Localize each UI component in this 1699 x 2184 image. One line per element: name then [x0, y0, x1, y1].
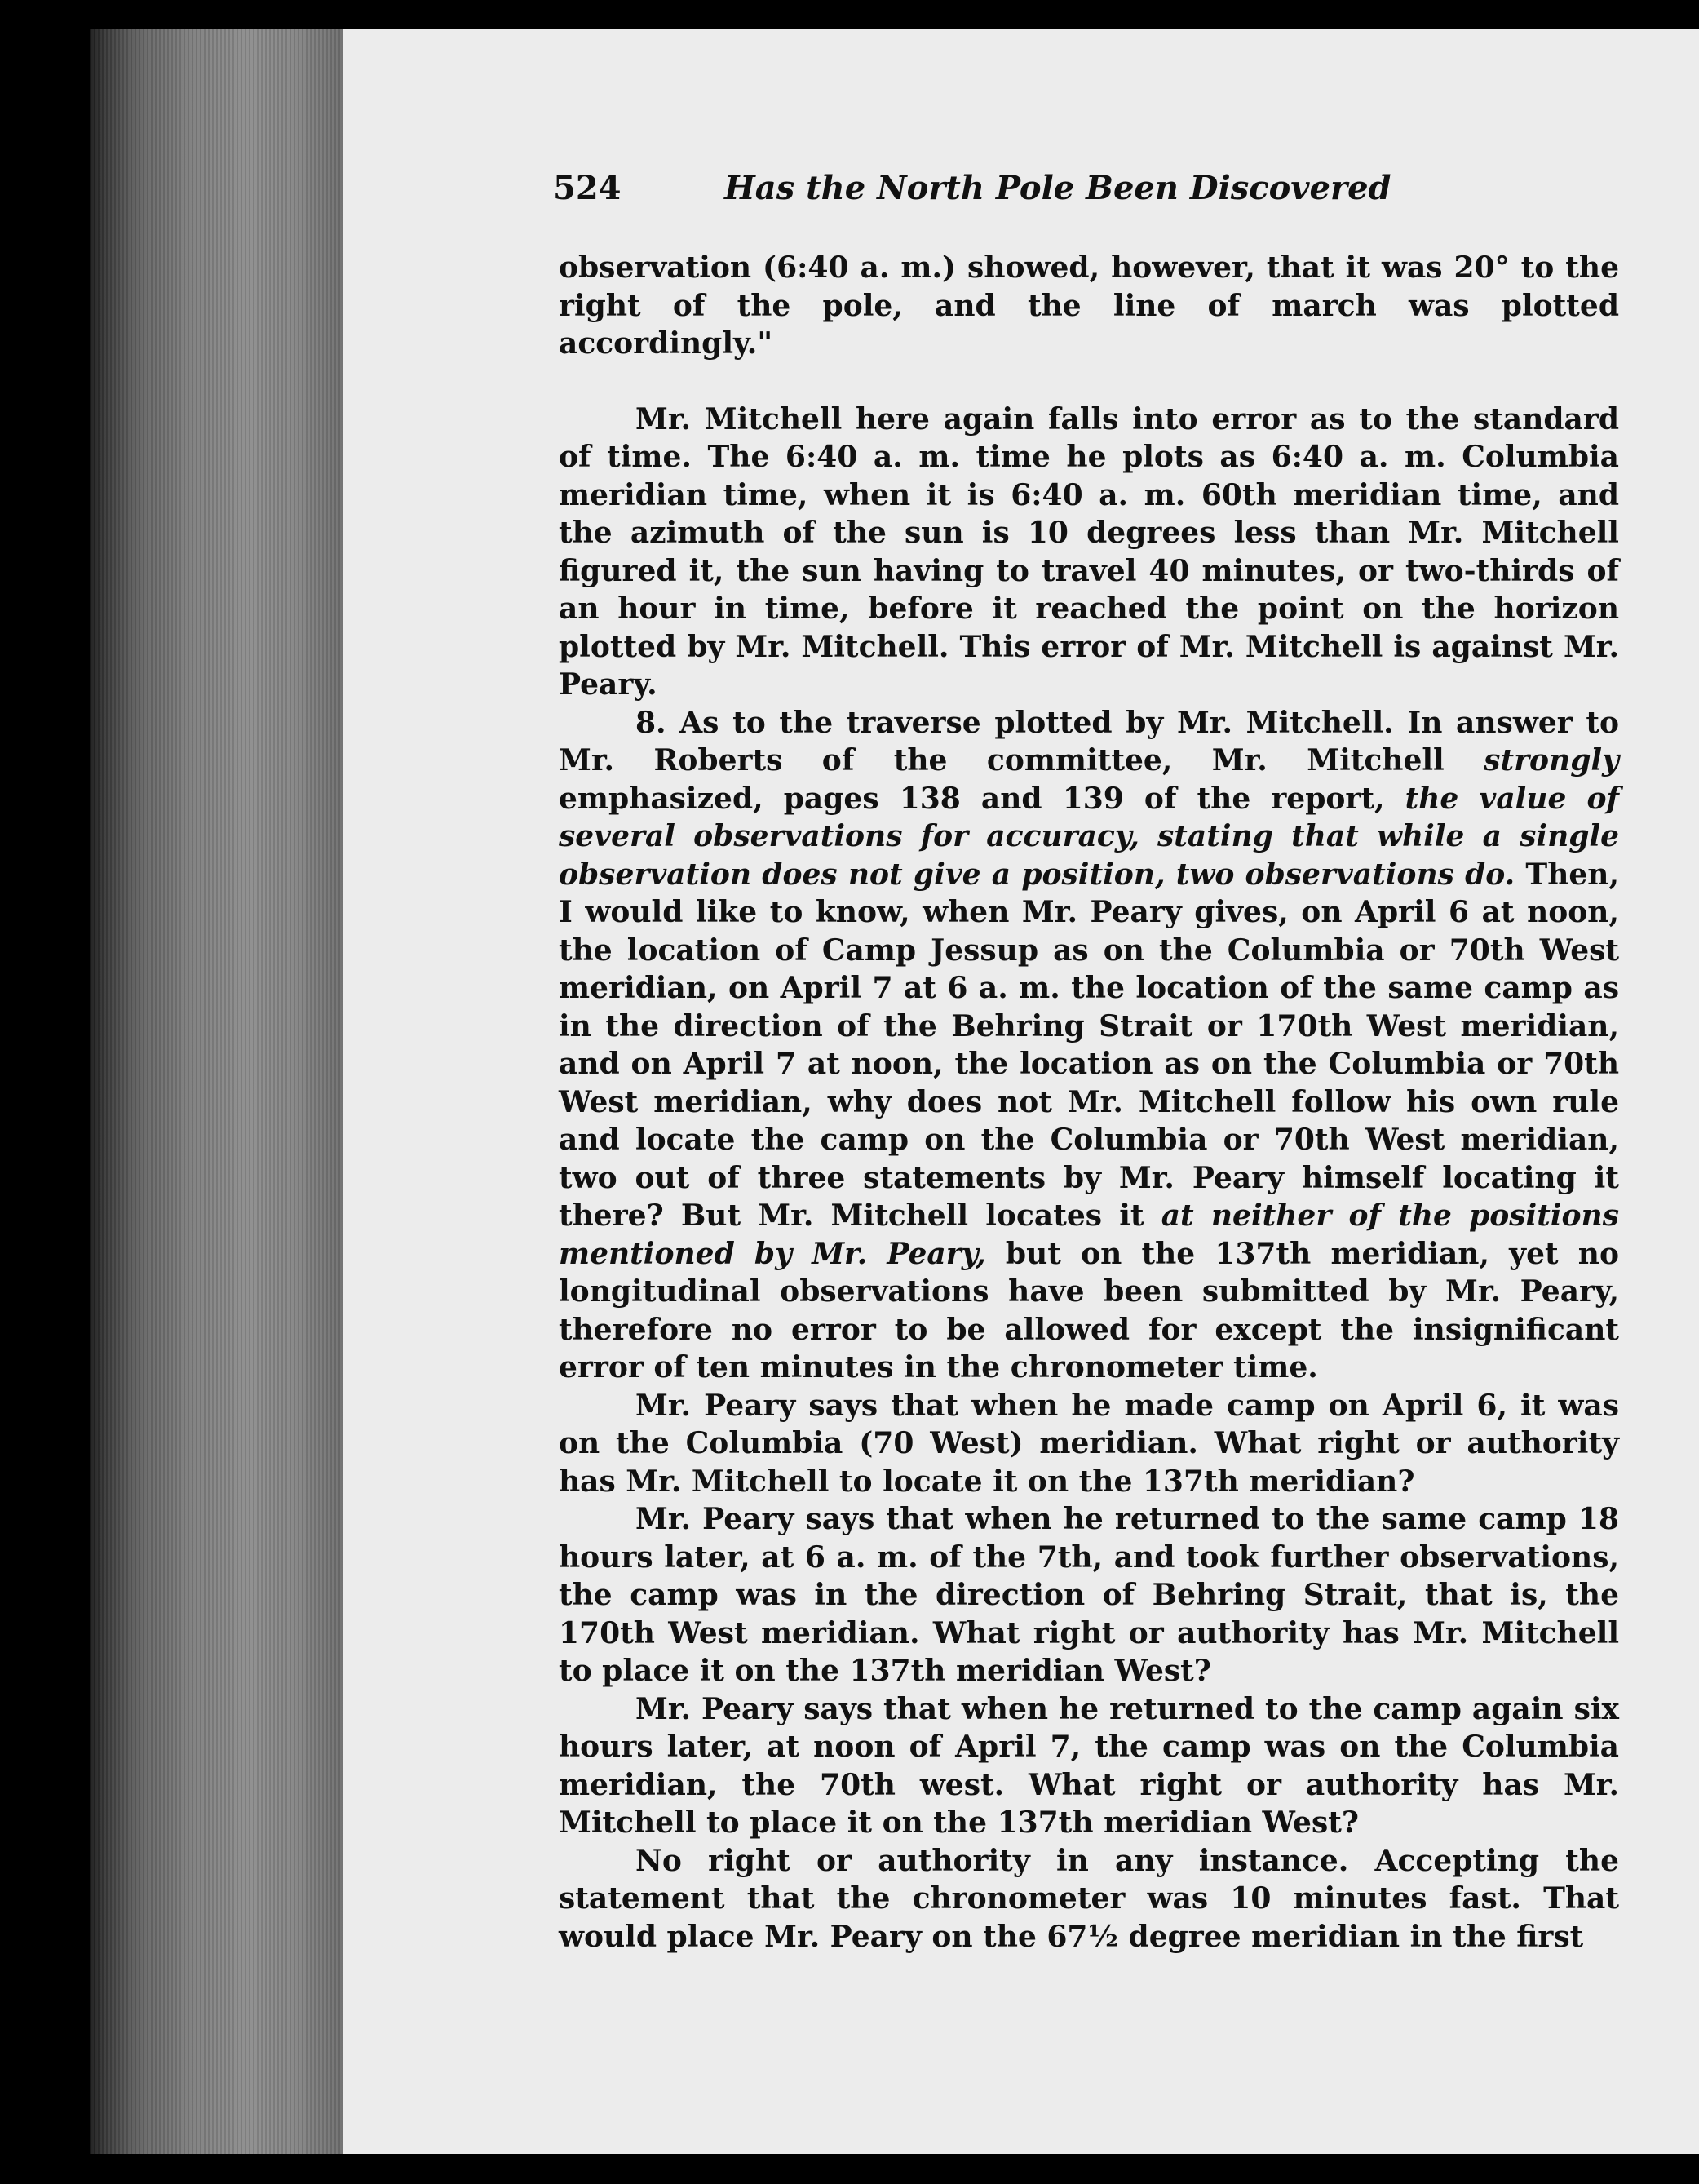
paragraph-standard-of-time: Mr. Mitchell here again falls into error as to the standard of time. The 6:40 a. m. time he plots as 6:40 a. m. Columbia meridian time, when it is 6:40 a. m. 60th meridian time, and the azimuth of the sun is 10 degrees less than Mr. Mitchell figured it, the sun having to travel 40 minutes, or two-thirds of an hour in time, before it reached the point on the horizon plotted by Mr. Mitchell. This error of Mr. Mitchell is against Mr. Peary. [559, 401, 1619, 702]
traverse-text-1: 8. As to the traverse plotted by Mr. Mitchell. In answer to Mr. Roberts of the committee, Mr. Mitchell [559, 705, 1619, 777]
paragraph-18-hours-later: Mr. Peary says that when he returned to the same camp 18 hours later, at 6 a. m. of the 7th, and took further observations, the camp was in the direction of Behring Strait, that is, the 170th West meridian. What right or authority has Mr. Mitchell to place it on the 137th meridian West? [559, 1502, 1619, 1688]
traverse-italic-2: the value of several observations for accuracy, stating that while a single observation does not give a position, two observations do. [559, 781, 1619, 892]
book-page [343, 29, 1699, 2154]
page-number: 524 [553, 169, 622, 207]
traverse-italic-3: at neither of the positions mentioned by Mr. Peary, [559, 1198, 1619, 1271]
book-page-edges [90, 29, 343, 2154]
paragraph-april-6: Mr. Peary says that when he made camp on April 6, it was on the Columbia (70 West) meridian. What right or authority has Mr. Mitchell to locate it on the 137th meridian? [559, 1388, 1619, 1499]
paragraph-six-hours-later: Mr. Peary says that when he returned to the camp again six hours later, at noon of April 7, the camp was on the Columbia meridian, the 70th west. What right or authority has Mr. Mitchell to place it on the 137th meridian West? [559, 1691, 1619, 1840]
traverse-text-4: but on the 137th meridian, yet no longitudinal observations have been submitted by Mr. Peary, therefore no error to be allowed for except the insignificant error of ten minutes in the chronometer time. [559, 1236, 1619, 1384]
traverse-italic-1: strongly [1484, 743, 1619, 777]
page-header [553, 169, 1450, 218]
traverse-text-3: Then, I would like to know, when Mr. Peary gives, on April 6 at noon, the location of Camp Jessup as on the Columbia or 70th West meridian, on April 7 at 6 a. m. the location of the same camp as in the direction of the Behring Strait or 170th West meridian, and on April 7 at noon, the location as on the Columbia or 70th West meridian, why does not Mr. Mitchell follow his own rule and locate the camp on the Columbia or 70th West meridian, two out of three statements by Mr. Peary himself locating it there? But Mr. Mitchell locates it [559, 857, 1619, 1233]
paragraph-traverse [559, 704, 1619, 1387]
paragraph-continuation: observation (6:40 a. m.) showed, however, that it was 20° to the right of the pole, and the line of march was plotted accordingly." [559, 250, 1619, 361]
running-head: Has the North Pole Been Discovered [724, 169, 1391, 207]
paragraph-no-right: No right or authority in any instance. Accepting the statement that the chronometer was 10 minutes fast. That would place Mr. Peary on the 67½ degree meridian in the first [559, 1843, 1619, 1954]
body-text [559, 249, 1619, 1956]
traverse-text-2: emphasized, pages 138 and 139 of the report, [559, 781, 1405, 816]
